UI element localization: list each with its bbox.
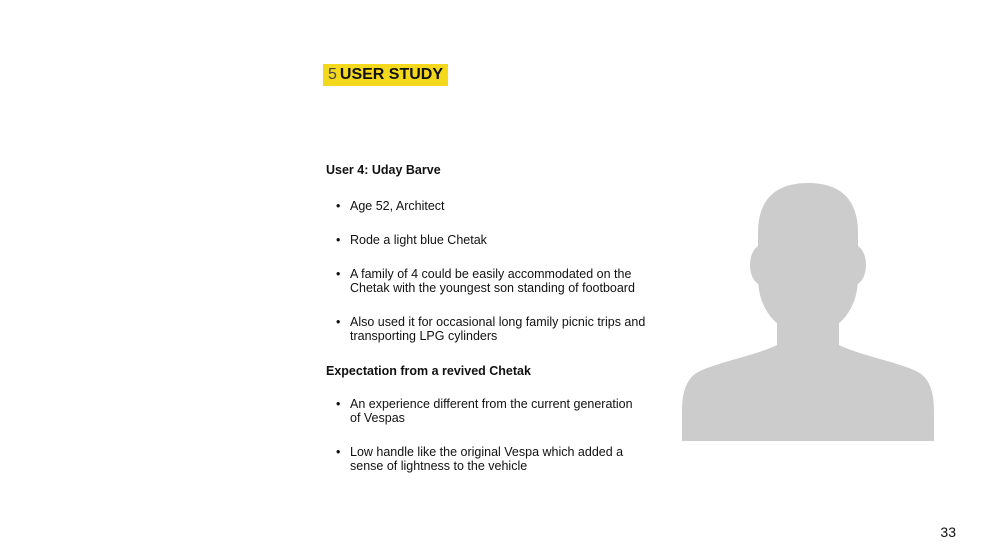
bullet-icon: • [336, 445, 341, 459]
list-item [326, 233, 646, 247]
list-item [326, 397, 646, 425]
list-item-text: Rode a light blue Chetak [350, 233, 487, 247]
page-number: 33 [940, 524, 956, 540]
section-title [323, 64, 448, 86]
list-item-text: A family of 4 could be easily accommodated on the Chetak with the youngest son standing of footboard [350, 267, 635, 295]
user-details-list [326, 199, 646, 343]
person-silhouette-icon [682, 183, 934, 441]
bullet-icon: • [336, 233, 341, 247]
list-item-text: Age 52, Architect [350, 199, 445, 213]
user-study-content [326, 162, 646, 493]
list-item-text: Also used it for occasional long family picnic trips and transporting LPG cylinders [350, 315, 646, 343]
list-item [326, 267, 646, 295]
bullet-icon: • [336, 199, 341, 213]
expectation-list [326, 397, 646, 473]
list-item [326, 315, 646, 343]
bullet-icon: • [336, 315, 341, 329]
bullet-icon: • [336, 267, 341, 281]
user-heading: User 4: Uday Barve [326, 163, 441, 177]
list-item [326, 445, 646, 473]
bullet-icon: • [336, 397, 341, 411]
section-number: 5 [328, 66, 337, 83]
list-item [326, 199, 646, 213]
list-item-text: An experience different from the current generation of Vespas [350, 397, 633, 425]
list-item-text: Low handle like the original Vespa which added a sense of lightness to the vehicle [350, 445, 624, 473]
section-title-text: USER STUDY [339, 66, 444, 83]
expectation-heading: Expectation from a revived Chetak [326, 364, 531, 378]
